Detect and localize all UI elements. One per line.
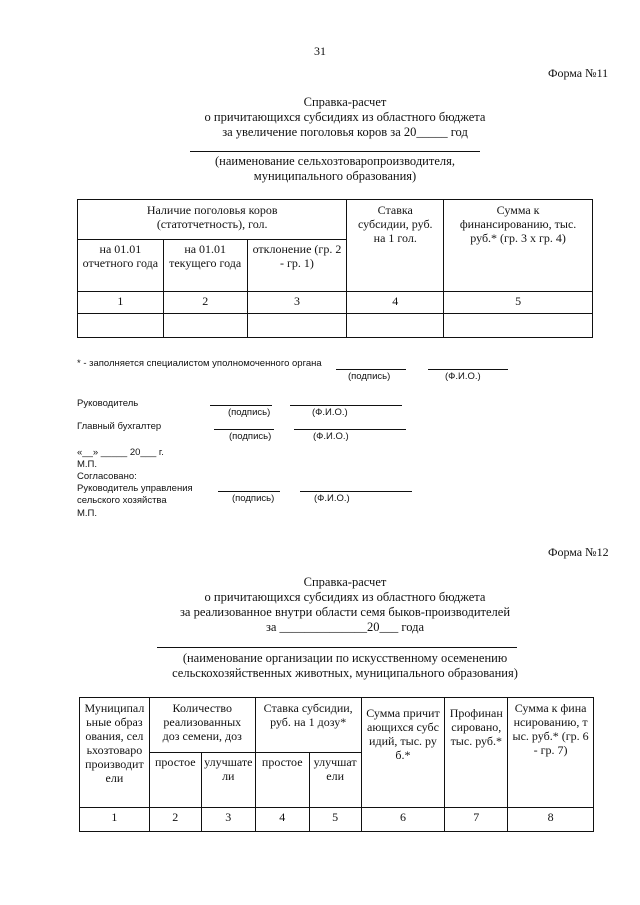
form11-label: Форма №11 xyxy=(548,66,609,80)
form11-footnote: * - заполняется специалистом уполномоченного органа xyxy=(77,358,322,369)
form12-sub-simple: простое xyxy=(255,753,309,808)
accountant-fio-caption: (Ф.И.О.) xyxy=(313,431,349,442)
form11-group-header: Наличие поголовья коров (статотчетность), гол. xyxy=(78,200,347,240)
form11-col-number: 1 xyxy=(78,292,164,314)
form12-col-number: 2 xyxy=(149,808,201,832)
head-sig-caption: (подпись) xyxy=(232,493,275,504)
agreed-label: Согласовано: xyxy=(77,471,137,482)
form12-col-number: 5 xyxy=(309,808,361,832)
form12-col-financed: Профинансировано, тыс. руб.* xyxy=(445,698,508,808)
head-fio-caption: (Ф.И.О.) xyxy=(314,493,350,504)
accountant-fio-line xyxy=(294,429,406,430)
form12-sub-improver: улучшатели xyxy=(201,753,255,808)
form11-name-rule xyxy=(190,151,480,152)
form11-title xyxy=(150,95,540,140)
form11-col-number: 5 xyxy=(444,292,593,314)
footnote-fio-line xyxy=(428,369,508,370)
form12-col-number: 7 xyxy=(445,808,508,832)
form12-label: Форма №12 xyxy=(548,545,609,559)
form12-col-number: 6 xyxy=(361,808,445,832)
form12-title-line: за реализованное внутри области семя быков-производителей xyxy=(179,605,511,619)
head-role-line: Руководитель управления xyxy=(77,483,193,494)
form11-col-rate: Ставка субсидии, руб. на 1 гол. xyxy=(347,200,444,292)
form11-col-number: 2 xyxy=(163,292,247,314)
form11-caption xyxy=(190,154,480,184)
form12-title-line: за ______________20___ года xyxy=(265,620,425,634)
form11-col-number: 4 xyxy=(347,292,444,314)
date-line: «__» _____ 20___ г. xyxy=(77,447,164,458)
form11-sub-header: на 01.01 отчетного года xyxy=(78,240,164,292)
form11-title-line: о причитающихся субсидиях из областного бюджета xyxy=(204,110,486,124)
form11-data-cell[interactable] xyxy=(347,314,444,338)
accountant-sig-line xyxy=(214,429,274,430)
form12-col-municipal: Муниципальные образования, сельхозтоваропроизводители xyxy=(80,698,150,808)
form11-caption-line: муниципального образования) xyxy=(253,169,417,183)
director-sig-caption: (подпись) xyxy=(228,407,271,418)
form12-col-number: 3 xyxy=(201,808,255,832)
form12-table xyxy=(79,697,594,832)
form12-col-number: 1 xyxy=(80,808,150,832)
director-sig-line xyxy=(210,405,272,406)
form11-caption-line: (наименование сельхозтоваропроизводителя, xyxy=(214,154,455,168)
form12-caption-line: (наименование организации по искусственному осеменению xyxy=(182,651,508,665)
signature-role-director: Руководитель xyxy=(77,398,139,409)
accountant-sig-caption: (подпись) xyxy=(229,431,272,442)
form11-data-cell[interactable] xyxy=(247,314,347,338)
form12-col-number: 4 xyxy=(255,808,309,832)
form11-title-line: за увеличение поголовья коров за 20_____ год xyxy=(222,125,468,139)
form11-title-line: Справка-расчет xyxy=(303,95,387,109)
director-fio-line xyxy=(290,405,402,406)
form11-table xyxy=(77,199,593,338)
page-number: 31 xyxy=(314,44,326,58)
head-sig-line xyxy=(218,491,280,492)
footnote-fio-caption: (Ф.И.О.) xyxy=(445,371,481,382)
form11-sub-header: отклонение (гр. 2 - гр. 1) xyxy=(247,240,347,292)
footnote-sig-caption: (подпись) xyxy=(348,371,391,382)
director-fio-caption: (Ф.И.О.) xyxy=(312,407,348,418)
form12-col-number: 8 xyxy=(508,808,594,832)
form12-col-rate: Ставка субсидии, руб. на 1 дозу* xyxy=(255,698,361,753)
signature-role-accountant: Главный бухгалтер xyxy=(77,421,162,432)
form12-name-rule xyxy=(157,647,517,648)
stamp-place: М.П. xyxy=(77,508,98,519)
form11-data-cell[interactable] xyxy=(78,314,164,338)
form12-caption xyxy=(150,651,540,681)
form12-col-qty: Количество реализованных доз семени, доз xyxy=(149,698,255,753)
head-fio-line xyxy=(300,491,412,492)
form12-caption-line: сельскохозяйственных животных, муниципального образования) xyxy=(172,666,518,680)
form12-title xyxy=(130,575,560,635)
form12-col-to-finance: Сумма к финансированию, тыс. руб.* (гр. 6 - гр. 7) xyxy=(508,698,594,808)
form11-col-number: 3 xyxy=(247,292,347,314)
footnote-sig-line xyxy=(336,369,406,370)
form12-col-due: Сумма причитающихся субсидий, тыс. руб.* xyxy=(361,698,445,808)
form11-data-cell[interactable] xyxy=(163,314,247,338)
form11-data-cell[interactable] xyxy=(444,314,593,338)
form12-sub-improver: улучшатели xyxy=(309,753,361,808)
stamp-place: М.П. xyxy=(77,459,98,470)
form12-title-line: о причитающихся субсидиях из областного бюджета xyxy=(204,590,486,604)
form11-col-sum: Сумма к финансированию, тыс. руб.* (гр. 3 х гр. 4) xyxy=(444,200,593,292)
form12-title-line: Справка-расчет xyxy=(303,575,387,589)
form11-sub-header: на 01.01 текущего года xyxy=(163,240,247,292)
form12-sub-simple: простое xyxy=(149,753,201,808)
head-role-line: сельского хозяйства xyxy=(77,495,167,506)
